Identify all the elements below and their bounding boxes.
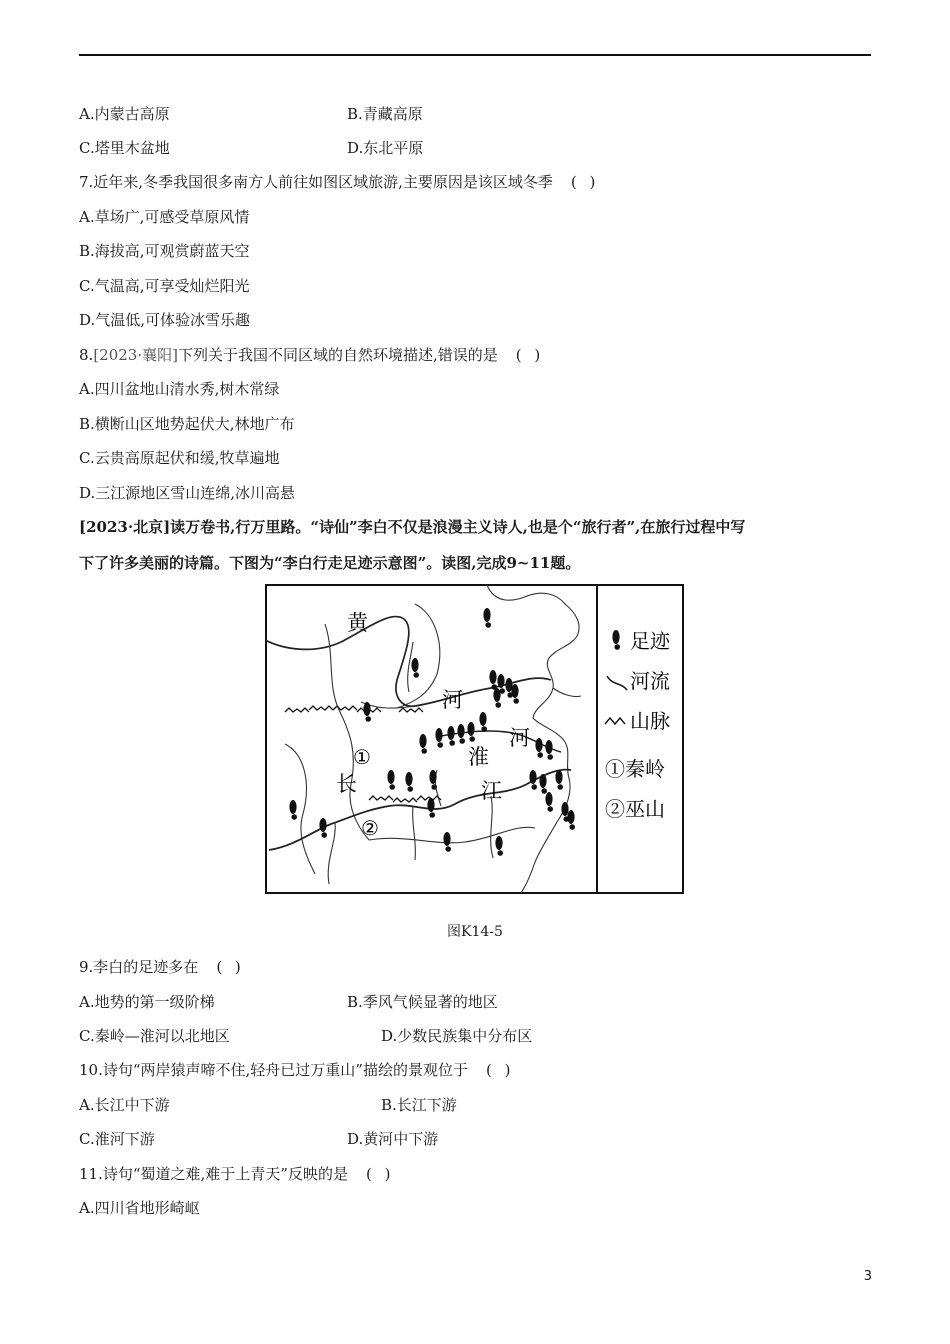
page-number: 3: [863, 1269, 872, 1284]
q7-option-a: A.草场广,可感受草原风情: [79, 208, 250, 226]
li-bai-footprint-map: [265, 584, 684, 894]
question-8: [79, 345, 544, 365]
q10-option-d: D.黄河中下游: [347, 1130, 439, 1148]
question-8-stem: 下列关于我国不同区域的自然环境描述,错误的是: [177, 346, 498, 364]
label-he-2: 河: [509, 726, 530, 750]
q8-option-d: D.三江源地区雪山连绵,冰川高悬: [79, 484, 296, 502]
intro-text-1: 读万卷书,行万里路。“诗仙”李白不仅是浪漫主义诗人,也是个“旅行者”,在旅行过程中写: [170, 518, 746, 536]
intro-line-1: [79, 517, 745, 537]
answer-paren: ( ): [485, 1061, 515, 1079]
answer-paren: ( ): [216, 958, 245, 976]
label-circle-1: ①: [353, 745, 371, 769]
prev-option-c: C.塔里木盆地: [79, 139, 170, 157]
answer-paren: ( ): [365, 1165, 395, 1183]
legend-qinling: ①秦岭: [605, 757, 665, 781]
header-rule: [79, 54, 871, 56]
q7-option-c: C.气温高,可享受灿烂阳光: [79, 277, 250, 295]
q7-option-d: D.气温低,可体验冰雪乐趣: [79, 311, 251, 329]
q8-option-c: C.云贵高原起伏和缓,牧草遍地: [79, 449, 280, 467]
question-9: [79, 957, 245, 977]
q9-option-b: B.季风气候显著的地区: [347, 993, 498, 1011]
q8-option-b: B.横断山区地势起伏大,林地广布: [79, 415, 295, 433]
q9-option-c: C.秦岭—淮河以北地区: [79, 1027, 230, 1045]
question-8-source: [2023·襄阳]: [93, 346, 178, 364]
intro-line-2: 下了许多美丽的诗篇。下图为“李白行走足迹示意图”。读图,完成9~11题。: [79, 554, 581, 572]
label-he-1: 河: [442, 688, 463, 712]
q9-option-d: D.少数民族集中分布区: [381, 1027, 533, 1045]
prev-option-a: A.内蒙古高原: [79, 105, 170, 123]
legend-wushan: ②巫山: [605, 797, 665, 821]
legend-footprint: 足迹: [630, 629, 670, 653]
legend-mountain: 山脉: [630, 709, 670, 733]
label-huai: 淮: [468, 745, 489, 769]
answer-paren: ( ): [515, 346, 545, 364]
q11-option-a: A.四川省地形崎岖: [79, 1199, 200, 1217]
question-10-stem: 10.诗句“两岸猿声啼不住,轻舟已过万重山”描绘的景观位于: [79, 1061, 468, 1079]
q10-option-c: C.淮河下游: [79, 1130, 155, 1148]
q10-option-b: B.长江下游: [381, 1096, 457, 1114]
question-9-stem: 9.李白的足迹多在: [79, 958, 199, 976]
question-11: [79, 1164, 394, 1184]
label-chang: 长: [336, 772, 357, 796]
label-jiang: 江: [481, 779, 502, 803]
q10-option-a: A.长江中下游: [79, 1096, 170, 1114]
label-circle-2: ②: [361, 816, 379, 840]
question-11-stem: 11.诗句“蜀道之难,难于上青天”反映的是: [79, 1165, 348, 1183]
prev-option-d: D.东北平原: [347, 139, 424, 157]
q9-option-a: A.地势的第一级阶梯: [79, 993, 215, 1011]
question-8-number: 8.: [79, 346, 94, 364]
question-10: [79, 1060, 514, 1080]
figure-caption: 图K14-5: [447, 924, 503, 940]
q7-option-b: B.海拔高,可观赏蔚蓝天空: [79, 242, 250, 260]
answer-paren: ( ): [570, 173, 600, 191]
prev-option-b: B.青藏高原: [347, 105, 423, 123]
intro-source: [2023·北京]: [79, 518, 171, 536]
legend-river: 河流: [630, 669, 670, 693]
label-huang: 黄: [347, 611, 368, 635]
question-7: [79, 172, 599, 192]
question-7-stem: 7.近年来,冬季我国很多南方人前往如图区域旅游,主要原因是该区域冬季: [79, 173, 553, 191]
q8-option-a: A.四川盆地山清水秀,树木常绿: [79, 380, 280, 398]
